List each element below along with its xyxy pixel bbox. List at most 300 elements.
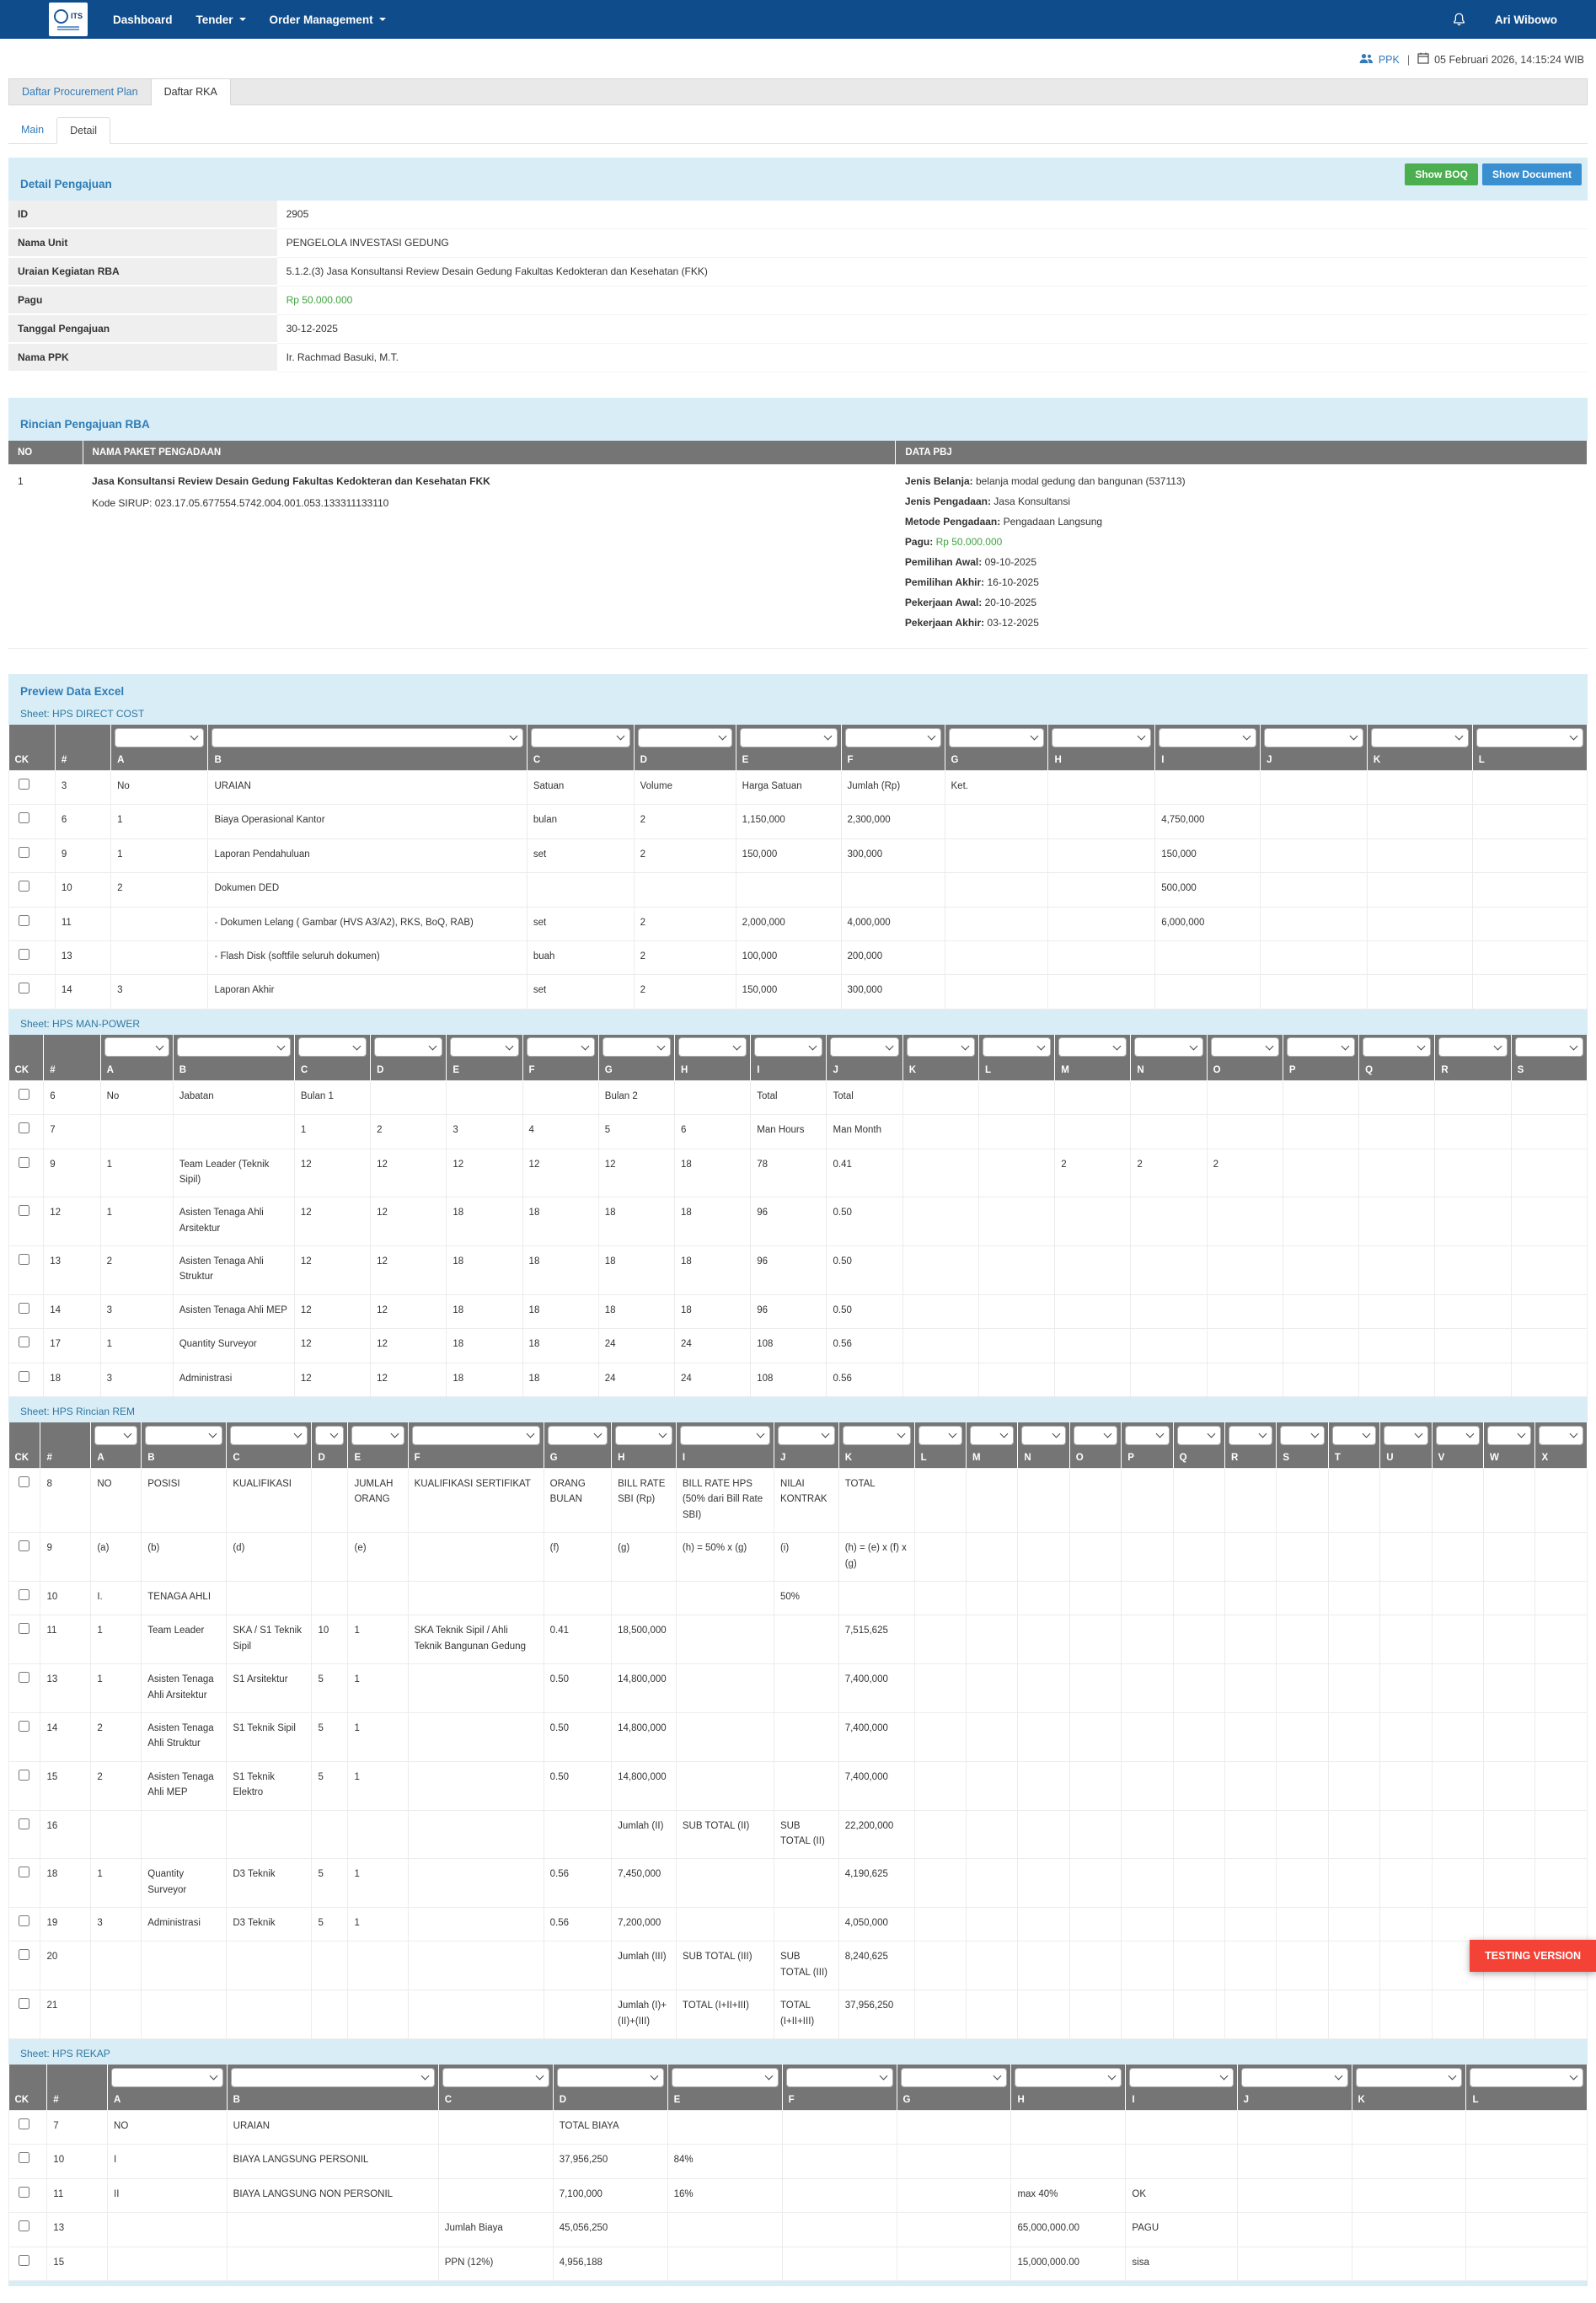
- cell: [1131, 1080, 1207, 1114]
- column-header-j: J: [1237, 2090, 1352, 2111]
- cell: [1018, 1941, 1069, 1990]
- cell: 18: [522, 1329, 598, 1363]
- filter-select-e[interactable]: [351, 1426, 404, 1445]
- detail-row: [8, 343, 1588, 372]
- filter-select-s[interactable]: [1280, 1426, 1324, 1445]
- row-checkbox[interactable]: [19, 1476, 29, 1487]
- filter-select-k[interactable]: [843, 1426, 911, 1445]
- row-checkbox[interactable]: [19, 2152, 29, 2163]
- row-checkbox[interactable]: [19, 1915, 29, 1926]
- cell: Laporan Akhir: [208, 975, 527, 1009]
- cell: [1380, 1761, 1432, 1810]
- filter-select-i[interactable]: [1159, 728, 1256, 747]
- column-header-i: I: [1126, 2090, 1237, 2111]
- cell: 0.50: [544, 1664, 612, 1713]
- tab-detail[interactable]: Detail: [56, 117, 110, 144]
- cell: [1277, 1712, 1328, 1761]
- filter-select-b[interactable]: [145, 1426, 222, 1445]
- row-checkbox[interactable]: [19, 1867, 29, 1877]
- cell: [897, 2145, 1011, 2178]
- cell: 3: [100, 1363, 173, 1396]
- filter-select-j[interactable]: [1264, 728, 1363, 747]
- cell: Team Leader (Teknik Sipil): [173, 1149, 294, 1197]
- checkbox-cell: [9, 940, 56, 974]
- nav-item-dashboard[interactable]: [101, 0, 185, 39]
- cell: [1432, 1469, 1483, 1533]
- filter-select-n[interactable]: [1021, 1426, 1065, 1445]
- cell: Dokumen DED: [208, 873, 527, 907]
- cell: 0.50: [544, 1761, 612, 1810]
- its-logo-emblem: [54, 9, 83, 24]
- cell: [676, 1581, 774, 1615]
- filter-select-p[interactable]: [1287, 1037, 1355, 1057]
- cell: [1237, 2213, 1352, 2247]
- row-checkbox[interactable]: [19, 2255, 29, 2266]
- column-header-b: B: [173, 1060, 294, 1081]
- tab-daftar-procurement-plan[interactable]: Daftar Procurement Plan: [9, 79, 152, 104]
- row-checkbox[interactable]: [19, 1157, 29, 1168]
- chevron-down-icon: [353, 1042, 362, 1050]
- cell: Asisten Tenaga Ahli MEP: [142, 1761, 227, 1810]
- cell: [1018, 1664, 1069, 1713]
- cell: [1367, 940, 1472, 974]
- nav-item-tender[interactable]: [185, 0, 258, 39]
- row-checkbox[interactable]: [19, 881, 29, 892]
- cell: 4,956,188: [553, 2247, 667, 2280]
- row-checkbox[interactable]: [19, 812, 29, 823]
- filter-select-d[interactable]: [374, 1037, 442, 1057]
- chevron-down-icon: [1310, 1430, 1319, 1438]
- checkbox-cell: [9, 873, 56, 907]
- cell: [1380, 1712, 1432, 1761]
- filter-select-g[interactable]: [949, 728, 1045, 747]
- filter-select-b[interactable]: [212, 728, 522, 747]
- cell: [978, 1149, 1054, 1197]
- cell: 6: [675, 1115, 751, 1149]
- row-checkbox[interactable]: [19, 1303, 29, 1314]
- cell: [1048, 940, 1155, 974]
- filter-select-l[interactable]: [983, 1037, 1051, 1057]
- chevron-down-icon: [330, 1430, 339, 1438]
- cell: 1: [348, 1664, 408, 1713]
- cell: [966, 1615, 1017, 1664]
- filter-select-d[interactable]: [638, 728, 732, 747]
- cell: [1122, 1810, 1173, 1859]
- filter-select-l[interactable]: [1476, 728, 1583, 747]
- cell: [408, 1990, 544, 2039]
- filter-select-n[interactable]: [1134, 1037, 1202, 1057]
- filter-select-i[interactable]: [680, 1426, 770, 1445]
- table-row: [9, 1469, 1588, 1533]
- cell: [1484, 1908, 1535, 1941]
- row-number: 7: [47, 2111, 108, 2145]
- cell: [1328, 1859, 1379, 1908]
- filter-select-j[interactable]: [830, 1037, 898, 1057]
- cell: [1237, 2247, 1352, 2280]
- table-row: [9, 1664, 1588, 1713]
- filter-select-l[interactable]: [1470, 2068, 1583, 2087]
- filter-select-r[interactable]: [1229, 1426, 1272, 1445]
- row-checkbox[interactable]: [19, 1672, 29, 1683]
- filter-select-j[interactable]: [1241, 2068, 1348, 2087]
- cell: [1283, 1363, 1358, 1396]
- filter-select-j[interactable]: [778, 1426, 835, 1445]
- cell: [1359, 1329, 1435, 1363]
- filter-select-s[interactable]: [1515, 1037, 1583, 1057]
- cell: (i): [774, 1533, 838, 1582]
- cell: [945, 838, 1048, 872]
- filter-select-e[interactable]: [740, 728, 838, 747]
- row-checkbox[interactable]: [19, 1998, 29, 2009]
- cell: [1069, 1533, 1121, 1582]
- cell: 45,056,250: [553, 2213, 667, 2247]
- column-header-g: G: [897, 2090, 1011, 2111]
- filter-select-k[interactable]: [1356, 2068, 1463, 2087]
- cell: [1380, 1615, 1432, 1664]
- cell: [1432, 1615, 1483, 1664]
- cell: [438, 2178, 553, 2212]
- column-header-c: C: [438, 2090, 553, 2111]
- checkbox-cell: [9, 1197, 44, 1246]
- bell-icon[interactable]: [1452, 12, 1466, 27]
- cell: [1432, 1761, 1483, 1810]
- cell: [1380, 1664, 1432, 1713]
- nav-item-order-management[interactable]: [258, 0, 398, 39]
- column-header-i: I: [1155, 750, 1261, 771]
- row-checkbox[interactable]: [19, 1721, 29, 1732]
- cell: Laporan Pendahuluan: [208, 838, 527, 872]
- cell: [1435, 1197, 1511, 1246]
- cell: [914, 1810, 966, 1859]
- filter-select-k[interactable]: [1371, 728, 1469, 747]
- cell: [978, 1329, 1054, 1363]
- row-checkbox[interactable]: [19, 915, 29, 926]
- show-boq-button[interactable]: Show BOQ: [1405, 163, 1478, 185]
- show-document-button[interactable]: Show Document: [1482, 163, 1582, 185]
- filter-select-c[interactable]: [230, 1426, 308, 1445]
- filter-select-d[interactable]: [315, 1426, 344, 1445]
- checkbox-cell: [9, 2213, 47, 2247]
- column-header-k: K: [838, 1448, 914, 1469]
- cell: [1122, 1664, 1173, 1713]
- filter-select-f[interactable]: [412, 1426, 540, 1445]
- cell: [1511, 1246, 1587, 1295]
- cell: [1131, 1363, 1207, 1396]
- chevron-down-icon: [526, 1430, 534, 1438]
- cell: [1380, 1810, 1432, 1859]
- cell: [1173, 1533, 1224, 1582]
- chevron-down-icon: [718, 732, 726, 741]
- detail-value: PENGELOLA INVESTASI GEDUNG: [277, 228, 1588, 257]
- row-number: 13: [47, 2213, 108, 2247]
- cell: [1122, 1990, 1173, 2039]
- cell: Jumlah (I)+(II)+(III): [612, 1990, 677, 2039]
- cell: [1018, 1469, 1069, 1533]
- cell: [966, 1581, 1017, 1615]
- cell: [1484, 1664, 1535, 1713]
- column-header-r: R: [1225, 1448, 1277, 1469]
- cell: 12: [371, 1294, 447, 1328]
- checkbox-cell: [9, 1581, 40, 1615]
- row-checkbox[interactable]: [19, 1540, 29, 1551]
- filter-select-o[interactable]: [1211, 1037, 1279, 1057]
- filter-select-g[interactable]: [901, 2068, 1008, 2087]
- chevron-down-icon: [124, 1430, 132, 1438]
- cell: [902, 1197, 978, 1246]
- tab-daftar-rka[interactable]: Daftar RKA: [152, 78, 231, 105]
- filter-select-c[interactable]: [442, 2068, 549, 2087]
- cell: [782, 2111, 897, 2145]
- cell: [966, 1990, 1017, 2039]
- column-header-num: #: [47, 2090, 108, 2111]
- cell: I.: [91, 1581, 142, 1615]
- cell: [1511, 1080, 1587, 1114]
- cell: [1435, 1329, 1511, 1363]
- pbj-value: 03-12-2025: [987, 617, 1039, 629]
- row-checkbox[interactable]: [19, 1589, 29, 1600]
- filter-select-k[interactable]: [907, 1037, 975, 1057]
- cell: SUB TOTAL (III): [676, 1941, 774, 1990]
- cell: [1055, 1115, 1131, 1149]
- filter-select-q[interactable]: [1363, 1037, 1431, 1057]
- cell: 18: [447, 1197, 522, 1246]
- pbj-label: Pemilihan Awal:: [904, 556, 985, 568]
- row-checkbox[interactable]: [19, 1949, 29, 1960]
- row-checkbox[interactable]: [19, 1623, 29, 1634]
- row-checkbox[interactable]: [19, 1336, 29, 1347]
- cell: S1 Arsitektur: [227, 1664, 312, 1713]
- filter-select-f[interactable]: [845, 728, 941, 747]
- filter-select-c[interactable]: [531, 728, 630, 747]
- cell: [1283, 1080, 1358, 1114]
- user-menu[interactable]: Ari Wibowo: [1494, 13, 1557, 26]
- cell: 2: [91, 1761, 142, 1810]
- chevron-down-icon: [1518, 1430, 1526, 1438]
- filter-select-u[interactable]: [1384, 1426, 1427, 1445]
- cell: 14,800,000: [612, 1712, 677, 1761]
- filter-select-x[interactable]: [1539, 1426, 1583, 1445]
- cell: [914, 1581, 966, 1615]
- datetime-label: 05 Februari 2026, 14:15:24 WIB: [1434, 53, 1584, 66]
- cell: [312, 1990, 348, 2039]
- row-checkbox[interactable]: [19, 949, 29, 960]
- filter-select-f[interactable]: [527, 1037, 595, 1057]
- filter-select-t[interactable]: [1332, 1426, 1376, 1445]
- cell: Man Month: [827, 1115, 902, 1149]
- cell: [1018, 1761, 1069, 1810]
- cell: [1283, 1149, 1358, 1197]
- filter-select-r[interactable]: [1438, 1037, 1507, 1057]
- row-checkbox[interactable]: [19, 1770, 29, 1781]
- filter-select-a[interactable]: [115, 728, 204, 747]
- pbj-value: 09-10-2025: [984, 556, 1036, 568]
- cell: Jumlah (II): [612, 1810, 677, 1859]
- cell: 12: [522, 1149, 598, 1197]
- row-checkbox[interactable]: [19, 1254, 29, 1265]
- cell: [1535, 1469, 1588, 1533]
- filter-select-h[interactable]: [615, 1426, 672, 1445]
- cell: [1173, 1712, 1224, 1761]
- chevron-down-icon: [594, 1430, 603, 1438]
- role-link[interactable]: PPK: [1378, 53, 1400, 66]
- row-checkbox[interactable]: [19, 1122, 29, 1133]
- row-checkbox[interactable]: [19, 2187, 29, 2198]
- checkbox-cell: [9, 1908, 40, 1941]
- cell: [1122, 1859, 1173, 1908]
- chevron-down-icon: [1052, 1430, 1060, 1438]
- chevron-down-icon: [1113, 1042, 1122, 1050]
- its-logo[interactable]: [49, 3, 88, 36]
- chevron-down-icon: [1570, 1042, 1578, 1050]
- row-number: 6: [55, 805, 110, 838]
- cell: Jumlah (Rp): [841, 771, 945, 805]
- cell: [1261, 771, 1368, 805]
- detail-pengajuan-title: Detail Pengajuan: [20, 178, 112, 190]
- cell: 4: [522, 1115, 598, 1149]
- cell: sisa: [1126, 2247, 1237, 2280]
- row-number: 20: [40, 1941, 91, 1990]
- row-checkbox[interactable]: [19, 1089, 29, 1100]
- cell: [1048, 873, 1155, 907]
- cell: [1048, 771, 1155, 805]
- cell: [774, 1859, 838, 1908]
- cell: [408, 1810, 544, 1859]
- cell: [1328, 1533, 1379, 1582]
- column-header-h: H: [1048, 750, 1155, 771]
- cell: 3: [111, 975, 208, 1009]
- filter-select-a[interactable]: [111, 2068, 223, 2087]
- chevron-down-icon: [1466, 1430, 1475, 1438]
- column-header-b: B: [208, 750, 527, 771]
- cell: Harga Satuan: [736, 771, 841, 805]
- cell: [978, 1294, 1054, 1328]
- cell: [173, 1115, 294, 1149]
- cell: [612, 1581, 677, 1615]
- row-number: 13: [55, 940, 110, 974]
- filter-select-h[interactable]: [1052, 728, 1151, 747]
- cell: [1122, 1615, 1173, 1664]
- column-header-d: D: [634, 750, 736, 771]
- row-checkbox[interactable]: [19, 1205, 29, 1216]
- cell: [1069, 1859, 1121, 1908]
- cell: [1173, 1761, 1224, 1810]
- cell: 0.56: [827, 1363, 902, 1396]
- filter-select-c[interactable]: [298, 1037, 367, 1057]
- cell: [1535, 1990, 1588, 2039]
- filter-select-w[interactable]: [1487, 1426, 1531, 1445]
- filter-select-v[interactable]: [1436, 1426, 1480, 1445]
- row-checkbox[interactable]: [19, 847, 29, 858]
- cell: [1173, 1615, 1224, 1664]
- filter-select-h[interactable]: [678, 1037, 747, 1057]
- chevron-down-icon: [823, 732, 832, 741]
- filter-select-a[interactable]: [104, 1037, 169, 1057]
- tab-main[interactable]: Main: [21, 124, 45, 136]
- column-header-i: I: [751, 1060, 827, 1081]
- row-checkbox[interactable]: [19, 2220, 29, 2231]
- cell: 37,956,250: [838, 1990, 914, 2039]
- filter-select-f[interactable]: [786, 2068, 893, 2087]
- checkbox-cell: [9, 1294, 44, 1328]
- cell: [1328, 1712, 1379, 1761]
- cell: 18: [598, 1294, 674, 1328]
- filter-select-m[interactable]: [970, 1426, 1014, 1445]
- row-checkbox[interactable]: [19, 1818, 29, 1829]
- cell: [1367, 873, 1472, 907]
- filter-select-i[interactable]: [754, 1037, 822, 1057]
- filter-select-g[interactable]: [603, 1037, 671, 1057]
- filter-select-m[interactable]: [1058, 1037, 1127, 1057]
- cell: [108, 2213, 228, 2247]
- chevron-down-icon: [658, 1430, 667, 1438]
- column-header-j: J: [774, 1448, 838, 1469]
- cell: [1535, 1581, 1588, 1615]
- cell: [1380, 1990, 1432, 2039]
- cell: 18: [598, 1246, 674, 1295]
- cell: 2: [634, 907, 736, 940]
- cell: 4,050,000: [838, 1908, 914, 1941]
- cell: [108, 2247, 228, 2280]
- cell: [978, 1197, 1054, 1246]
- cell: Asisten Tenaga Ahli Struktur: [142, 1712, 227, 1761]
- cell: 14,800,000: [612, 1761, 677, 1810]
- filter-select-q[interactable]: [1177, 1426, 1221, 1445]
- column-header-ck: CK: [9, 2090, 47, 2111]
- sheet-hps-man-power: [8, 1011, 1588, 1397]
- row-checkbox[interactable]: [19, 983, 29, 994]
- row-checkbox[interactable]: [19, 2118, 29, 2129]
- filter-select-b[interactable]: [177, 1037, 291, 1057]
- cell: [447, 1080, 522, 1114]
- row-checkbox[interactable]: [19, 779, 29, 790]
- cell: [945, 940, 1048, 974]
- filter-select-o[interactable]: [1074, 1426, 1117, 1445]
- filter-select-d[interactable]: [557, 2068, 664, 2087]
- cell: [1018, 1859, 1069, 1908]
- filter-select-b[interactable]: [231, 2068, 435, 2087]
- filter-select-l[interactable]: [919, 1426, 962, 1445]
- filter-select-h[interactable]: [1015, 2068, 1122, 2087]
- cell: Biaya Operasional Kantor: [208, 805, 527, 838]
- column-header-l: L: [978, 1060, 1054, 1081]
- cell: [312, 1941, 348, 1990]
- paket-kode-sirup: Kode SIRUP: 023.17.05.677554.5742.004.001.053.133311133110: [92, 497, 389, 509]
- column-header-ck: CK: [9, 1448, 40, 1469]
- checkbox-cell: [9, 1712, 40, 1761]
- cell: [1225, 1533, 1277, 1582]
- column-header-e: E: [736, 750, 841, 771]
- row-checkbox[interactable]: [19, 1371, 29, 1382]
- cell: [945, 975, 1048, 1009]
- cell: Volume: [634, 771, 736, 805]
- filter-select-p[interactable]: [1125, 1426, 1169, 1445]
- filter-select-e[interactable]: [672, 2068, 779, 2087]
- cell: 1: [111, 838, 208, 872]
- cell: [1131, 1115, 1207, 1149]
- filter-select-e[interactable]: [450, 1037, 518, 1057]
- cell: [1277, 1859, 1328, 1908]
- checkbox-cell: [9, 907, 56, 940]
- row-number: 21: [40, 1990, 91, 2039]
- cell: 24: [598, 1329, 674, 1363]
- detail-label: Pagu: [8, 286, 277, 314]
- filter-select-g[interactable]: [548, 1426, 608, 1445]
- filter-select-i[interactable]: [1129, 2068, 1233, 2087]
- column-header-x: X: [1535, 1448, 1588, 1469]
- cell: [544, 1990, 612, 2039]
- cell: TENAGA AHLI: [142, 1581, 227, 1615]
- filter-select-a[interactable]: [94, 1426, 137, 1445]
